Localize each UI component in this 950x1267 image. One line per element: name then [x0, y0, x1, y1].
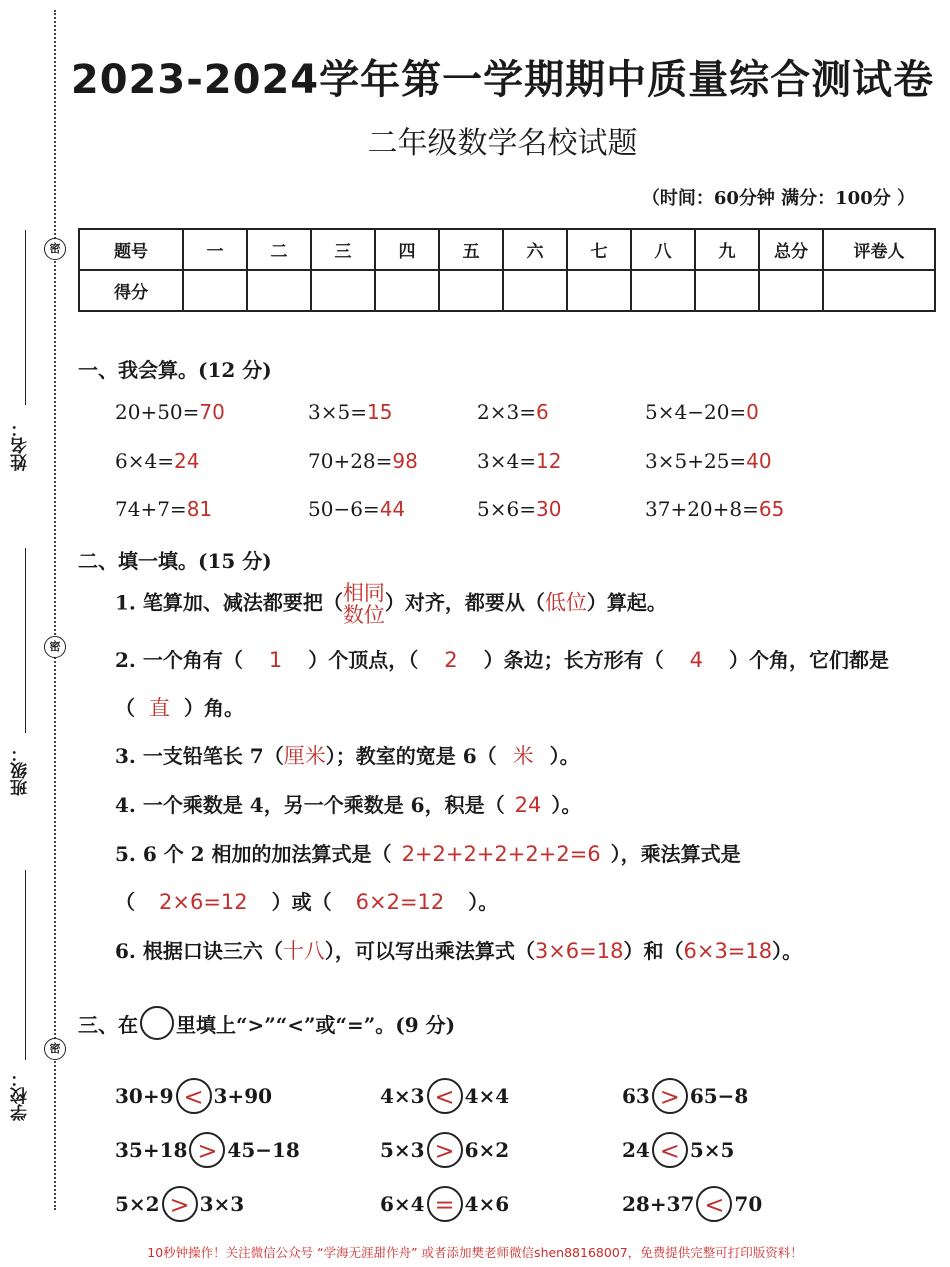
compare-answer[interactable]: < — [696, 1186, 732, 1222]
question-text: （ — [115, 696, 135, 720]
compare-item — [115, 1186, 244, 1222]
compare-answer[interactable]: > — [652, 1078, 688, 1114]
fill-answer: 直 — [149, 696, 170, 720]
question-text: 3. 一支铅笔长 7（ — [115, 744, 284, 768]
class-line — [25, 548, 26, 733]
compare-item — [380, 1132, 509, 1168]
calc-answer: 44 — [379, 497, 406, 521]
footer-notice: 10秒钟操作！关注微信公众号 “学海无涯甜作舟” 或者添加樊老师微信shen88168007，免费提供完整可打印版资料！ — [147, 1245, 803, 1260]
score-label-cell: 得分 — [79, 270, 183, 311]
score-input-cell[interactable] — [503, 270, 567, 311]
seal-mark: 密 — [44, 636, 66, 658]
name-line — [25, 230, 26, 405]
question-text: ）。 — [772, 939, 803, 963]
compare-right: 5×5 — [689, 1138, 735, 1162]
question-text: ）条边；长方形有（ — [483, 648, 664, 672]
compare-left: 5×2 — [115, 1192, 160, 1216]
fill-answer: 2 — [444, 648, 458, 672]
compare-left: 28+37 — [622, 1192, 695, 1216]
fill-answer: 6×2=12 — [355, 890, 445, 914]
fill-answer: 十八 — [282, 939, 325, 963]
calc-question: 2×3= — [477, 400, 536, 424]
compare-left: 63 — [622, 1084, 650, 1108]
calc-question: 5×4−20= — [645, 400, 747, 424]
fill-answer: 低位 — [544, 590, 587, 615]
section3-heading-text: 里填上“>”“<”或“=”。(9 分) — [176, 1012, 456, 1037]
calc-item — [115, 449, 199, 473]
table-header-cell: 三 — [311, 229, 375, 270]
score-input-cell[interactable] — [183, 270, 247, 311]
table-header-cell: 八 — [631, 229, 695, 270]
compare-left: 5×3 — [380, 1138, 425, 1162]
calc-item — [477, 497, 561, 521]
calc-answer: 40 — [746, 449, 772, 473]
compare-answer[interactable]: > — [189, 1132, 225, 1168]
question-text: ）对齐，都要从（ — [384, 590, 545, 615]
calc-question: 20+50= — [115, 400, 200, 424]
compare-right: 4×6 — [464, 1192, 510, 1216]
fill-answer: 24 — [514, 793, 542, 817]
question-text: ）。 — [551, 793, 582, 817]
calc-question: 3×5= — [308, 400, 367, 424]
compare-answer[interactable]: < — [176, 1078, 212, 1114]
calc-question: 37+20+8= — [645, 497, 759, 521]
compare-item — [115, 1132, 300, 1168]
calc-answer: 6 — [535, 400, 549, 424]
fill-answer: 厘米 — [283, 744, 326, 768]
score-input-cell[interactable] — [759, 270, 823, 311]
fill-question-3 — [115, 740, 580, 770]
table-header-cell: 二 — [247, 229, 311, 270]
fill-question-4 — [115, 789, 581, 818]
question-text: ）和（ — [623, 939, 684, 963]
calc-question: 3×4= — [477, 449, 536, 473]
calc-answer: 24 — [173, 449, 200, 473]
table-header-cell: 四 — [375, 229, 439, 270]
seal-mark: 密 — [44, 238, 66, 260]
compare-right: 45−18 — [227, 1138, 300, 1162]
question-text: 1. 笔算加、减法都要把（ — [115, 590, 343, 615]
compare-left: 30+9 — [115, 1084, 174, 1108]
compare-item — [380, 1078, 509, 1114]
table-header-cell: 九 — [695, 229, 759, 270]
compare-answer[interactable]: < — [652, 1132, 688, 1168]
question-text: （ — [115, 890, 135, 914]
compare-left: 35+18 — [115, 1138, 188, 1162]
calc-item — [477, 449, 561, 473]
compare-item — [622, 1078, 748, 1114]
calc-answer: 0 — [746, 400, 759, 424]
table-header-cell: 题号 — [79, 229, 183, 270]
compare-right: 65−8 — [689, 1084, 749, 1108]
fill-answer: 6×3=18 — [683, 939, 773, 963]
calc-answer: 15 — [366, 400, 393, 424]
fill-question-5-cont — [115, 886, 498, 915]
fill-question-2-cont — [115, 692, 244, 722]
calc-question: 3×5+25= — [645, 449, 747, 473]
question-text: ）算起。 — [586, 590, 667, 615]
section3-heading-text: 三、在 — [78, 1012, 138, 1037]
section2-heading: 二、填一填。(15 分) — [78, 549, 272, 573]
calc-item — [645, 449, 772, 473]
table-header-cell: 一 — [183, 229, 247, 270]
section1-heading: 一、我会算。(12 分) — [78, 358, 272, 382]
fill-answer: 2+2+2+2+2+2=6 — [401, 842, 601, 866]
compare-right: 70 — [734, 1192, 763, 1216]
compare-answer[interactable]: > — [427, 1132, 463, 1168]
seal-mark: 密 — [44, 1038, 66, 1060]
compare-right: 4×4 — [464, 1084, 510, 1108]
calc-answer: 81 — [186, 497, 213, 521]
question-text: ）。 — [468, 890, 499, 914]
compare-right: 6×2 — [464, 1138, 510, 1162]
calc-item — [115, 497, 212, 521]
question-text: ），乘法算式是 — [610, 842, 741, 866]
compare-item — [115, 1078, 272, 1114]
score-table-header-row — [79, 229, 935, 270]
score-input-cell[interactable] — [311, 270, 375, 311]
circle-icon — [140, 1006, 174, 1040]
table-header-cell: 总分 — [759, 229, 823, 270]
fill-answer-line: 数位 — [342, 603, 385, 627]
table-header-cell: 评卷人 — [823, 229, 935, 270]
calc-item — [115, 400, 225, 424]
question-text: ），可以写出乘法算式（ — [324, 939, 535, 963]
compare-answer[interactable]: = — [427, 1186, 463, 1222]
calc-question: 50−6= — [308, 497, 380, 521]
fill-answer: 3×6=18 — [534, 939, 624, 963]
question-text: 4. 一个乘数是 4，另一个乘数是 6，积是（ — [115, 793, 505, 817]
calc-item — [308, 497, 405, 521]
score-input-cell[interactable] — [695, 270, 759, 311]
calc-answer: 65 — [758, 497, 785, 521]
question-text: ）个顶点，（ — [308, 648, 419, 672]
compare-left: 4×3 — [380, 1084, 425, 1108]
calc-answer: 30 — [535, 497, 562, 521]
calc-question: 74+7= — [115, 497, 187, 521]
question-text: 2. 一个角有（ — [115, 648, 243, 672]
name-label: 姓名： — [11, 420, 31, 471]
table-header-cell: 七 — [567, 229, 631, 270]
compare-answer[interactable]: < — [427, 1078, 463, 1114]
class-label: 班级： — [11, 745, 31, 796]
fill-answer — [343, 582, 385, 626]
score-input-cell[interactable] — [567, 270, 631, 311]
binding-dotted-line — [54, 10, 56, 1210]
fill-question-5 — [115, 838, 741, 867]
question-text: ）个角，它们都是 — [728, 648, 889, 672]
fill-question-2 — [115, 644, 889, 673]
compare-item — [622, 1132, 734, 1168]
table-header-cell: 五 — [439, 229, 503, 270]
page-title: 2023-2024学年第一学期期中质量综合测试卷 — [70, 57, 935, 103]
compare-right: 3+90 — [213, 1084, 273, 1108]
score-input-cell[interactable] — [375, 270, 439, 311]
fill-question-6 — [115, 935, 802, 965]
fill-answer: 4 — [689, 648, 703, 672]
calc-item — [308, 449, 418, 473]
compare-answer[interactable]: > — [162, 1186, 198, 1222]
question-text: 5. 6 个 2 相加的加法算式是（ — [115, 842, 392, 866]
fill-answer: 2×6=12 — [159, 890, 248, 914]
score-table — [78, 228, 936, 312]
calc-answer: 70 — [199, 400, 225, 424]
compare-item — [622, 1186, 762, 1222]
fill-answer: 米 — [512, 744, 534, 768]
fill-question-1 — [115, 582, 667, 626]
calc-answer: 12 — [535, 449, 562, 473]
school-line — [25, 870, 26, 1060]
calc-item — [645, 400, 759, 424]
fill-answer: 1 — [268, 648, 283, 672]
fill-answer-line: 相同 — [342, 581, 385, 605]
section3-heading — [78, 1006, 455, 1040]
calc-question: 5×6= — [477, 497, 536, 521]
calc-item — [308, 400, 392, 424]
score-input-cell[interactable] — [439, 270, 503, 311]
question-text: ）。 — [549, 744, 580, 768]
score-table-score-row — [79, 270, 935, 311]
calc-answer: 98 — [392, 449, 418, 473]
time-info: （时间：60分钟 满分：100分 ） — [641, 188, 915, 209]
question-text: ）或（ — [271, 890, 332, 914]
page-subtitle: 二年级数学名校试题 — [367, 126, 638, 161]
compare-left: 6×4 — [380, 1192, 425, 1216]
score-input-cell[interactable] — [631, 270, 695, 311]
question-text: 6. 根据口诀三六（ — [115, 939, 283, 963]
question-text: ）；教室的宽是 6（ — [325, 744, 497, 768]
calc-item — [645, 497, 784, 521]
compare-item — [380, 1186, 509, 1222]
school-label: 学校： — [11, 1070, 31, 1121]
score-input-cell[interactable] — [823, 270, 935, 311]
table-header-cell: 六 — [503, 229, 567, 270]
calc-question: 70+28= — [308, 449, 393, 473]
compare-left: 24 — [622, 1138, 650, 1162]
calc-question: 6×4= — [115, 449, 174, 473]
question-text: ）角。 — [184, 696, 244, 720]
score-input-cell[interactable] — [247, 270, 311, 311]
calc-item — [477, 400, 549, 424]
compare-right: 3×3 — [199, 1192, 245, 1216]
